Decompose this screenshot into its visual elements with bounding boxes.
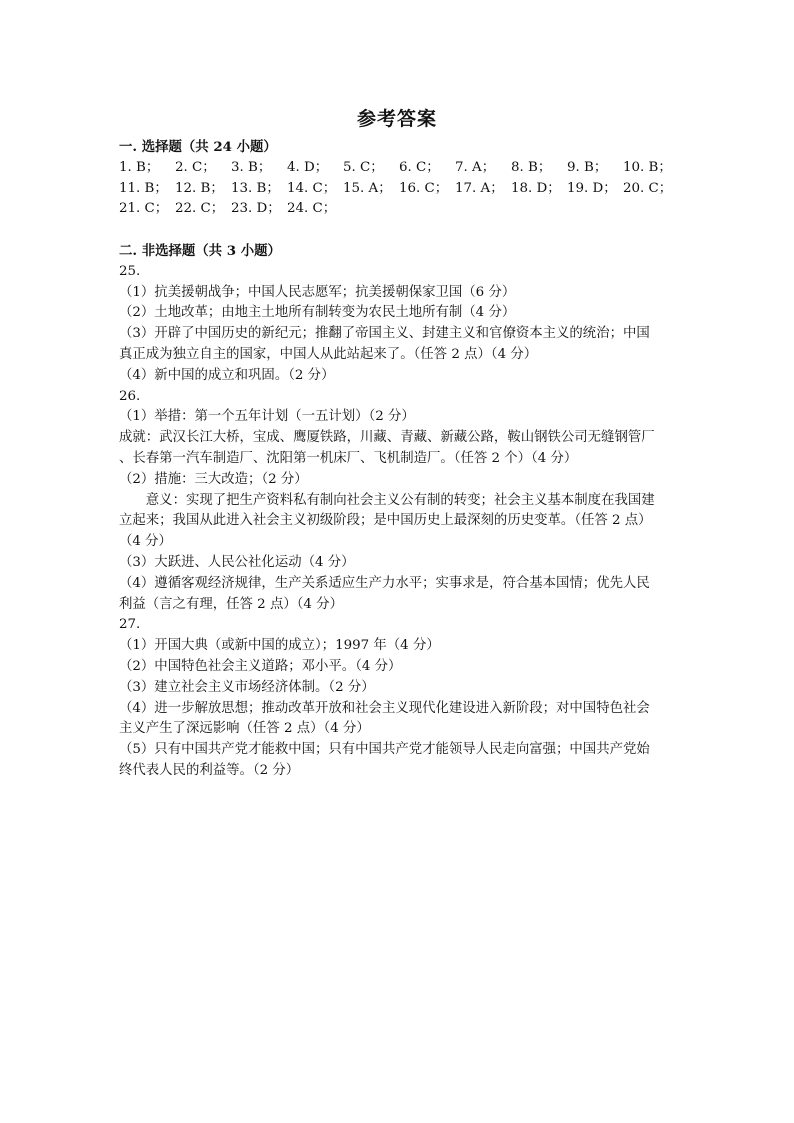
mc-answer: 17. A； <box>455 180 504 196</box>
mc-answer: 7. A； <box>455 159 496 175</box>
q26-answer-4c: （4 分） <box>119 534 172 550</box>
section-non-choice-heading: 二. 非选择题（共 3 小题） <box>119 242 281 259</box>
spacer <box>119 220 679 241</box>
mc-answer: 19. D； <box>567 180 617 196</box>
mc-answer: 23. D； <box>231 201 281 217</box>
mc-answer: 5. C； <box>343 159 384 175</box>
page-title: 参考答案 <box>356 108 437 130</box>
mc-answer: 12. B； <box>175 180 224 196</box>
q27-answer-5a: （5）只有中国共产党才能救中国；只有中国共产党才能领导人民走向富强；中国共产党始 <box>119 742 650 758</box>
mc-answer: 2. C； <box>175 159 216 175</box>
question-26-number: 26. <box>119 388 141 404</box>
q25-answer-3b: 真正成为独立自主的国家，中国人从此站起来了。（任答 2 点）（4 分） <box>119 346 538 362</box>
q26-answer-1: （1）举措：第一个五年计划（一五计划）（2 分） <box>119 409 415 425</box>
mc-answer: 4. D； <box>287 159 329 175</box>
answer-content <box>119 137 679 782</box>
q26-answer-2b: 、长春第一汽车制造厂、沈阳第一机床厂、飞机制造厂。（任答 2 个）（4 分） <box>119 450 578 466</box>
question-25-number: 25. <box>119 263 141 279</box>
q26-answer-6b: 利益（言之有理，任答 2 点）（4 分） <box>119 596 343 612</box>
mc-answer: 24. C； <box>287 201 337 217</box>
q26-answer-5: （3）大跃进、人民公社化运动（4 分） <box>119 554 355 570</box>
mc-answer: 15. A； <box>343 180 392 196</box>
mc-answer: 3. B； <box>231 159 272 175</box>
q26-answer-4a: 意义：实现了把生产资料私有制向社会主义公有制的转变；社会主义基本制度在我国建 <box>145 492 655 508</box>
q26-answer-3: （2）措施：三大改造；（2 分） <box>119 471 308 487</box>
mc-answer: 22. C； <box>175 201 225 217</box>
mc-answer: 14. C； <box>287 180 337 196</box>
section-multiple-choice-heading: 一. 选择题（共 24 小题） <box>119 139 277 155</box>
q26-answer-4b: 立起来；我国从此进入社会主义初级阶段；是中国历史上最深刻的历史变革。（任答 2 点） <box>119 513 652 529</box>
mc-answer-row-2 <box>119 179 679 200</box>
mc-answer: 9. B； <box>567 159 608 175</box>
q27-answer-1: （1）开国大典（或新中国的成立）；1997 年（4 分） <box>119 638 440 654</box>
mc-answer: 18. D； <box>511 180 561 196</box>
question-27-number: 27. <box>119 617 141 633</box>
mc-answer-row-1 <box>119 158 679 179</box>
q27-answer-4b: 主义产生了深远影响（任答 2 点）（4 分） <box>119 721 370 737</box>
q26-answer-2a: 成就：武汉长江大桥，宝成、鹰厦铁路，川藏、青藏、新藏公路，鞍山钢铁公司无缝钢管厂 <box>119 430 655 446</box>
q25-answer-3a: （3）开辟了中国历史的新纪元；推翻了帝国主义、封建主义和官僚资本主义的统治；中国 <box>119 326 650 342</box>
mc-answer: 1. B； <box>119 159 160 175</box>
mc-answer-row-3 <box>119 199 679 220</box>
mc-answer: 13. B； <box>231 180 280 196</box>
q25-answer-4: （4）新中国的成立和巩固。（2 分） <box>119 367 335 383</box>
q27-answer-5b: 终代表人民的利益等。（2 分） <box>119 762 300 778</box>
q27-answer-2: （2）中国特色社会主义道路；邓小平。（4 分） <box>119 658 402 674</box>
mc-answer: 11. B； <box>119 180 168 196</box>
q27-answer-4a: （4）进一步解放思想；推动改革开放和社会主义现代化建设进入新阶段；对中国特色社会 <box>119 700 650 716</box>
mc-answer: 8. B； <box>511 159 552 175</box>
mc-answer: 6. C； <box>399 159 440 175</box>
q26-answer-6a: （4）遵循客观经济规律，生产关系适应生产力水平；实事求是，符合基本国情；优先人民 <box>119 575 650 591</box>
q27-answer-3: （3）建立社会主义市场经济体制。（2 分） <box>119 679 375 695</box>
q25-answer-2: （2）土地改革；由地主土地所有制转变为农民土地所有制（4 分） <box>119 305 516 321</box>
mc-answer: 10. B； <box>623 159 672 175</box>
mc-answer: 16. C； <box>399 180 449 196</box>
mc-answer: 21. C； <box>119 201 169 217</box>
mc-answer: 20. C； <box>623 180 673 196</box>
q25-answer-1: （1）抗美援朝战争；中国人民志愿军；抗美援朝保家卫国（6 分） <box>119 284 516 300</box>
